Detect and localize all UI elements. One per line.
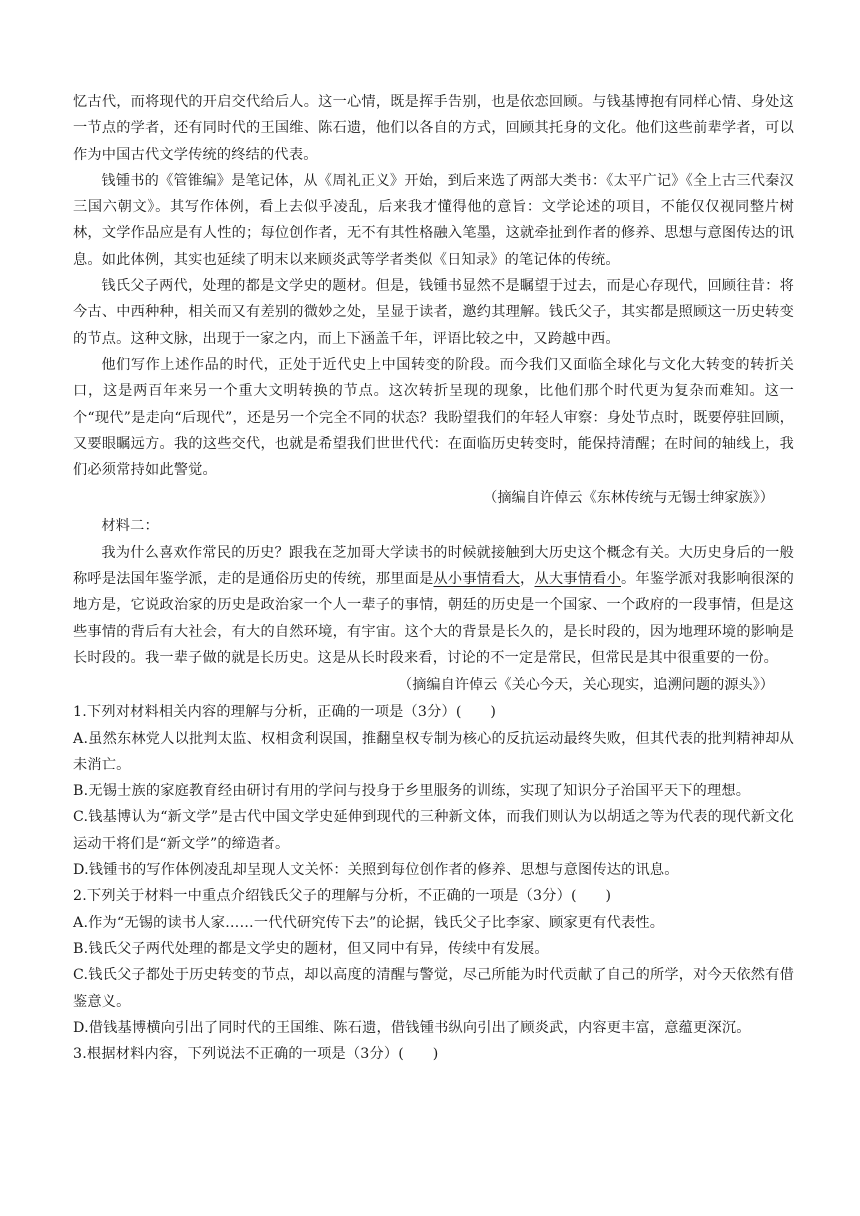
question-1 xyxy=(73,699,794,883)
material2-text-b: 。年鉴学派对我影响很深的地方是，它说政治家的历史是政治家一个人一辈子的事情，朝廷的历史是一个国家、一个政府的一段事情，但是这些事情的背后有大社会，有大的自然环境，有宇宙。这个大的背景是长久的，是长时段的，因为地理环境的影响是长时段的。我一辈子做的就是长历史。这是从长时段来看，讨论的不一定是常民，但常民是其中很重要的一份。 xyxy=(73,571,795,666)
question-2-option-c: C.钱氏父子都处于历史转变的节点，却以高度的清醒与警觉，尽己所能为时代贡献了自己的所学，对今天依然有借鉴意义。 xyxy=(73,967,794,1010)
material2-text-a: 我为什么喜欢作常民的历史？跟我在芝加哥大学读书的时候就接触到大历史这个概念有关。大历史身后的一般称呼是法国年鉴学派，走的是通俗历史的传统，那里面是 xyxy=(73,544,794,588)
material2-heading: 材料二： xyxy=(101,518,159,535)
material1-paragraph-4: 他们写作上述作品的时代，正处于近代史上中国转变的阶段。而今我们又面临全球化与文化大转变的转折关口，这是两百年来另一个重大文明转换的节点。这次转折呈现的现象，比他们那个时代更为复杂而难知。这一个“现代”是走向“后现代”，还是另一个完全不同的状态？我盼望我们的年轻人审察：身处节点时，既要停驻回顾，又要眼瞩远方。我的这些交代，也就是希望我们世世代代：在面临历史转变时，能保持清醒；在时间的轴线上，我们必须常持如此警觉。 xyxy=(73,356,794,479)
underlined-phrase-2: 从大事情看小 xyxy=(534,571,621,588)
question-3-stem: 3.根据材料内容，下列说法不正确的一项是（3分）( ) xyxy=(73,1046,439,1063)
question-1-option-d: D.钱锺书的写作体例凌乱却呈现人文关怀：关照到每位创作者的修养、思想与意图传达的讯息。 xyxy=(73,862,679,879)
question-1-option-b: B.无锡士族的家庭教育经由研讨有用的学问与投身于乡里服务的训练，实现了知识分子治国平天下的理想。 xyxy=(73,783,751,800)
material1-paragraph-3: 钱氏父子两代，处理的都是文学史的题材。但是，钱锺书显然不是瞩望于过去，而是心存现代，回顾往昔：将今古、中西种种，相关而又有差别的微妙之处，呈显于读者，邀约其理解。钱氏父子，其实都是照顾这一历史转变的节点。这种文脉，出现于一家之内，而上下涵盖千年，评语比较之中，又跨越中西。 xyxy=(73,278,794,347)
material1-source: （摘编自许倬云《东林传统与无锡士绅家族》） xyxy=(483,490,774,507)
question-2 xyxy=(73,883,794,1041)
question-3 xyxy=(73,1041,794,1067)
underlined-phrase-1: 从小事情看大 xyxy=(433,571,521,588)
material1-paragraph-1: 忆古代，而将现代的开启交代给后人。这一心情，既是挥手告别，也是依恋回顾。与钱基博抱有同样心情、身处这一节点的学者，还有同时代的王国维、陈石遗，他们以各自的方式，回顾其托身的文化。他们这些前辈学者，可以作为中国古代文学传统的终结的代表。 xyxy=(73,94,794,163)
material2-comma: ， xyxy=(520,571,535,588)
material2-source: （摘编自许倬云《关心今天，关心现实，追溯问题的源头》） xyxy=(398,677,774,694)
question-1-stem: 1.下列对材料相关内容的理解与分析，正确的一项是（3分）( ) xyxy=(73,704,497,721)
question-2-option-b: B.钱氏父子两代处理的都是文学史的题材，但又同中有异，传续中有发展。 xyxy=(73,940,549,957)
material1-paragraph-2: 钱锺书的《管锥编》是笔记体，从《周礼正义》开始，到后来选了两部大类书：《太平广记》《全上古三代秦汉三国六朝文》。其写作体例，看上去似乎凌乱，后来我才懂得他的意旨：文学论述的项目，不能仅仅视同整片树林，文学作品应是有人性的；每位创作者，无不有其性格融入笔墨，这就牵扯到作者的修养、思想与意图传达的讯息。如此体例，其实也延续了明末以来顾炎武等学者类似《日知录》的笔记体的传统。 xyxy=(73,172,794,268)
question-2-option-d: D.借钱基博横向引出了同时代的王国维、陈石遗，借钱锺书纵向引出了顾炎武，内容更丰富，意蕴更深沉。 xyxy=(73,1019,751,1036)
question-1-option-c: C.钱基博认为“新文学”是古代中国文学史延伸到现代的三种新文体，而我们则认为以胡适之等为代表的现代新文化运动干将们是“新文学”的缔造者。 xyxy=(73,809,794,852)
question-1-option-a: A.虽然东林党人以批判太监、权相贪利误国，推翻皇权专制为核心的反抗运动最终失败，但其代表的批判精神却从未消亡。 xyxy=(73,730,794,773)
material2-paragraph-1 xyxy=(73,540,794,671)
question-2-stem: 2.下列关于材料一中重点介绍钱氏父子的理解与分析，不正确的一项是（3分）( ) xyxy=(73,888,612,905)
question-2-option-a: A.作为“无锡的读书人家……一代代研究传下去”的论据，钱氏父子比李家、顾家更有代表性。 xyxy=(73,914,665,931)
